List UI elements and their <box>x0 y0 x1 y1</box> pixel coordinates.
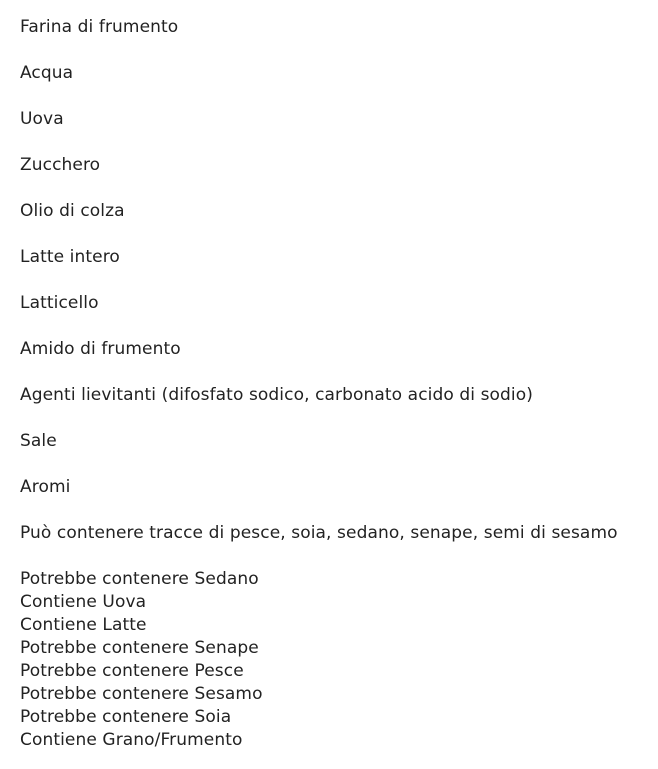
ingredient-list <box>20 16 658 499</box>
ingredient-item: Zucchero <box>20 155 101 175</box>
allergen-item: Contiene Latte <box>20 615 147 635</box>
ingredient-item: Sale <box>20 431 57 451</box>
ingredient-item: Agenti lievitanti (difosfato sodico, carbonato acido di sodio) <box>20 385 533 405</box>
allergen-item: Contiene Uova <box>20 592 147 612</box>
allergen-item: Potrebbe contenere Sesamo <box>20 684 263 704</box>
ingredient-item: Latticello <box>20 293 99 313</box>
traces-note: Può contenere tracce di pesce, soia, sedano, senape, semi di sesamo <box>20 523 618 543</box>
ingredient-item: Amido di frumento <box>20 339 181 359</box>
ingredient-item: Farina di frumento <box>20 17 179 37</box>
ingredient-item: Aromi <box>20 477 71 497</box>
allergen-item: Contiene Grano/Frumento <box>20 730 243 750</box>
allergen-item: Potrebbe contenere Sedano <box>20 569 259 589</box>
ingredient-item: Olio di colza <box>20 201 125 221</box>
allergen-item: Potrebbe contenere Soia <box>20 707 232 727</box>
ingredient-item: Acqua <box>20 63 74 83</box>
allergen-list <box>20 568 658 752</box>
allergen-item: Potrebbe contenere Senape <box>20 638 259 658</box>
ingredient-item: Uova <box>20 109 64 129</box>
ingredient-item: Latte intero <box>20 247 120 267</box>
allergen-item: Potrebbe contenere Pesce <box>20 661 244 681</box>
